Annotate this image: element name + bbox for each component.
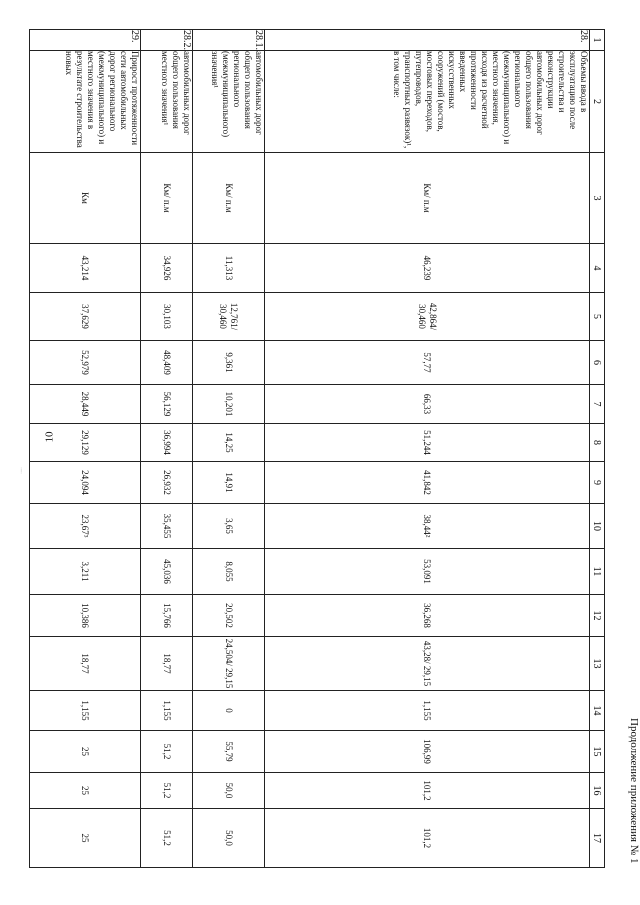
- header-cell: 9: [590, 462, 605, 504]
- unit-cell: Км/ п.м: [141, 153, 193, 244]
- value-cell: 51,2: [141, 809, 193, 868]
- value-cell: 1,155: [30, 691, 141, 731]
- header-cell: 7: [590, 385, 605, 424]
- value-cell: 53,091: [265, 549, 590, 595]
- value-cell: 41,842: [265, 462, 590, 504]
- value-cell: 48,409: [141, 341, 193, 385]
- indicator-name: Прирост протяженности сети автомобильных дорог регионального (межмуниципального) и местного значения в результате строительства новых: [30, 51, 141, 153]
- value-cell: 106,99: [265, 731, 590, 773]
- value-cell: 12,761/ 30,460: [193, 293, 265, 341]
- header-cell: 1: [590, 30, 605, 51]
- row-number: 28.1.: [193, 30, 265, 51]
- row-number: 28.2.: [141, 30, 193, 51]
- value-cell: 1,155: [141, 691, 193, 731]
- unit-cell: Км: [30, 153, 141, 244]
- value-cell: 36,994: [141, 424, 193, 462]
- value-cell: 20,502: [193, 595, 265, 637]
- table-row: [265, 30, 590, 868]
- value-cell: 10,386: [30, 595, 141, 637]
- value-cell: 29,129: [30, 424, 141, 462]
- value-cell: 101,2: [265, 809, 590, 868]
- header-cell: 11: [590, 549, 605, 595]
- value-cell: 1,155: [265, 691, 590, 731]
- continuation-label: Продолжение приложения № 1: [628, 718, 640, 864]
- value-cell: 14,91: [193, 462, 265, 504]
- header-cell: 8: [590, 424, 605, 462]
- value-cell: 14,25: [193, 424, 265, 462]
- header-cell: 6: [590, 341, 605, 385]
- table-row: [141, 30, 193, 868]
- value-cell: 8,055: [193, 549, 265, 595]
- value-cell: 28,449: [30, 385, 141, 424]
- value-cell: 35,455: [141, 504, 193, 549]
- unit-cell: Км/ п.м: [265, 153, 590, 244]
- value-cell: 66,33: [265, 385, 590, 424]
- value-cell: 101,2: [265, 773, 590, 809]
- value-cell: 50,0: [193, 773, 265, 809]
- value-cell: 34,926: [141, 244, 193, 293]
- value-cell: 10,201: [193, 385, 265, 424]
- value-cell: 52,979: [30, 341, 141, 385]
- value-cell: 0: [193, 691, 265, 731]
- value-cell: 18,77: [141, 637, 193, 691]
- value-cell: 25: [30, 809, 141, 868]
- header-cell: 14: [590, 691, 605, 731]
- row-number: 28.: [265, 30, 590, 51]
- value-cell: 11,313: [193, 244, 265, 293]
- value-cell: 26,932: [141, 462, 193, 504]
- header-cell: 4: [590, 244, 605, 293]
- header-cell: 15: [590, 731, 605, 773]
- header-cell: 10: [590, 504, 605, 549]
- value-cell: 57,77: [265, 341, 590, 385]
- value-cell: 46,239: [265, 244, 590, 293]
- value-cell: 37,629: [30, 293, 141, 341]
- header-cell: 12: [590, 595, 605, 637]
- unit-cell: Км/ п.м: [193, 153, 265, 244]
- value-cell: 50,0: [193, 809, 265, 868]
- row-number: 29.: [30, 30, 141, 51]
- value-cell: 55,79: [193, 731, 265, 773]
- value-cell: 38,44²: [265, 504, 590, 549]
- header-cell: 17: [590, 809, 605, 868]
- header-row: [590, 30, 605, 868]
- value-cell: 42,864/ 30,460: [265, 293, 590, 341]
- value-cell: 25: [30, 773, 141, 809]
- value-cell: 18,77: [30, 637, 141, 691]
- value-cell: 23,67³: [30, 504, 141, 549]
- value-cell: 51,244: [265, 424, 590, 462]
- value-cell: 51,2: [141, 731, 193, 773]
- value-cell: 25: [30, 731, 141, 773]
- value-cell: 36,268: [265, 595, 590, 637]
- header-cell: 13: [590, 637, 605, 691]
- header-cell: 16: [590, 773, 605, 809]
- value-cell: 9,361: [193, 341, 265, 385]
- header-cell: 3: [590, 153, 605, 244]
- value-cell: 43,214: [30, 244, 141, 293]
- header-cell: 2: [590, 51, 605, 153]
- value-cell: 56,129: [141, 385, 193, 424]
- header-cell: 5: [590, 293, 605, 341]
- value-cell: 51,2: [141, 773, 193, 809]
- indicator-name: Объемы ввода в эксплуатацию после строительства и реконструкции автомобильных дорог общего пользования регионального (межмуниципального) и местного значения, исходя из расчетной протяженности введенных искусственных сооружений (мостов, мостовых переходов, путепроводов, транспортных развязок)¹, в том числе:: [265, 51, 590, 153]
- indicator-name: автомобильных дорог общего пользования местного значения¹: [141, 51, 193, 153]
- value-cell: 45,036: [141, 549, 193, 595]
- value-cell: 30,103: [141, 293, 193, 341]
- value-cell: 15,766: [141, 595, 193, 637]
- value-cell: 3,65: [193, 504, 265, 549]
- scan-mark: .....: [18, 467, 24, 474]
- page-number: 10: [43, 431, 56, 443]
- indicators-table: [29, 29, 605, 868]
- indicator-name: автомобильных дорог общего пользования регионального (межмуниципального) значения¹: [193, 51, 265, 153]
- value-cell: 3,211: [30, 549, 141, 595]
- value-cell: 24,094: [30, 462, 141, 504]
- value-cell: 24,504/ 29,15: [193, 637, 265, 691]
- value-cell: 43,28/ 29,15: [265, 637, 590, 691]
- table-row: [30, 30, 141, 868]
- table-row: [193, 30, 265, 868]
